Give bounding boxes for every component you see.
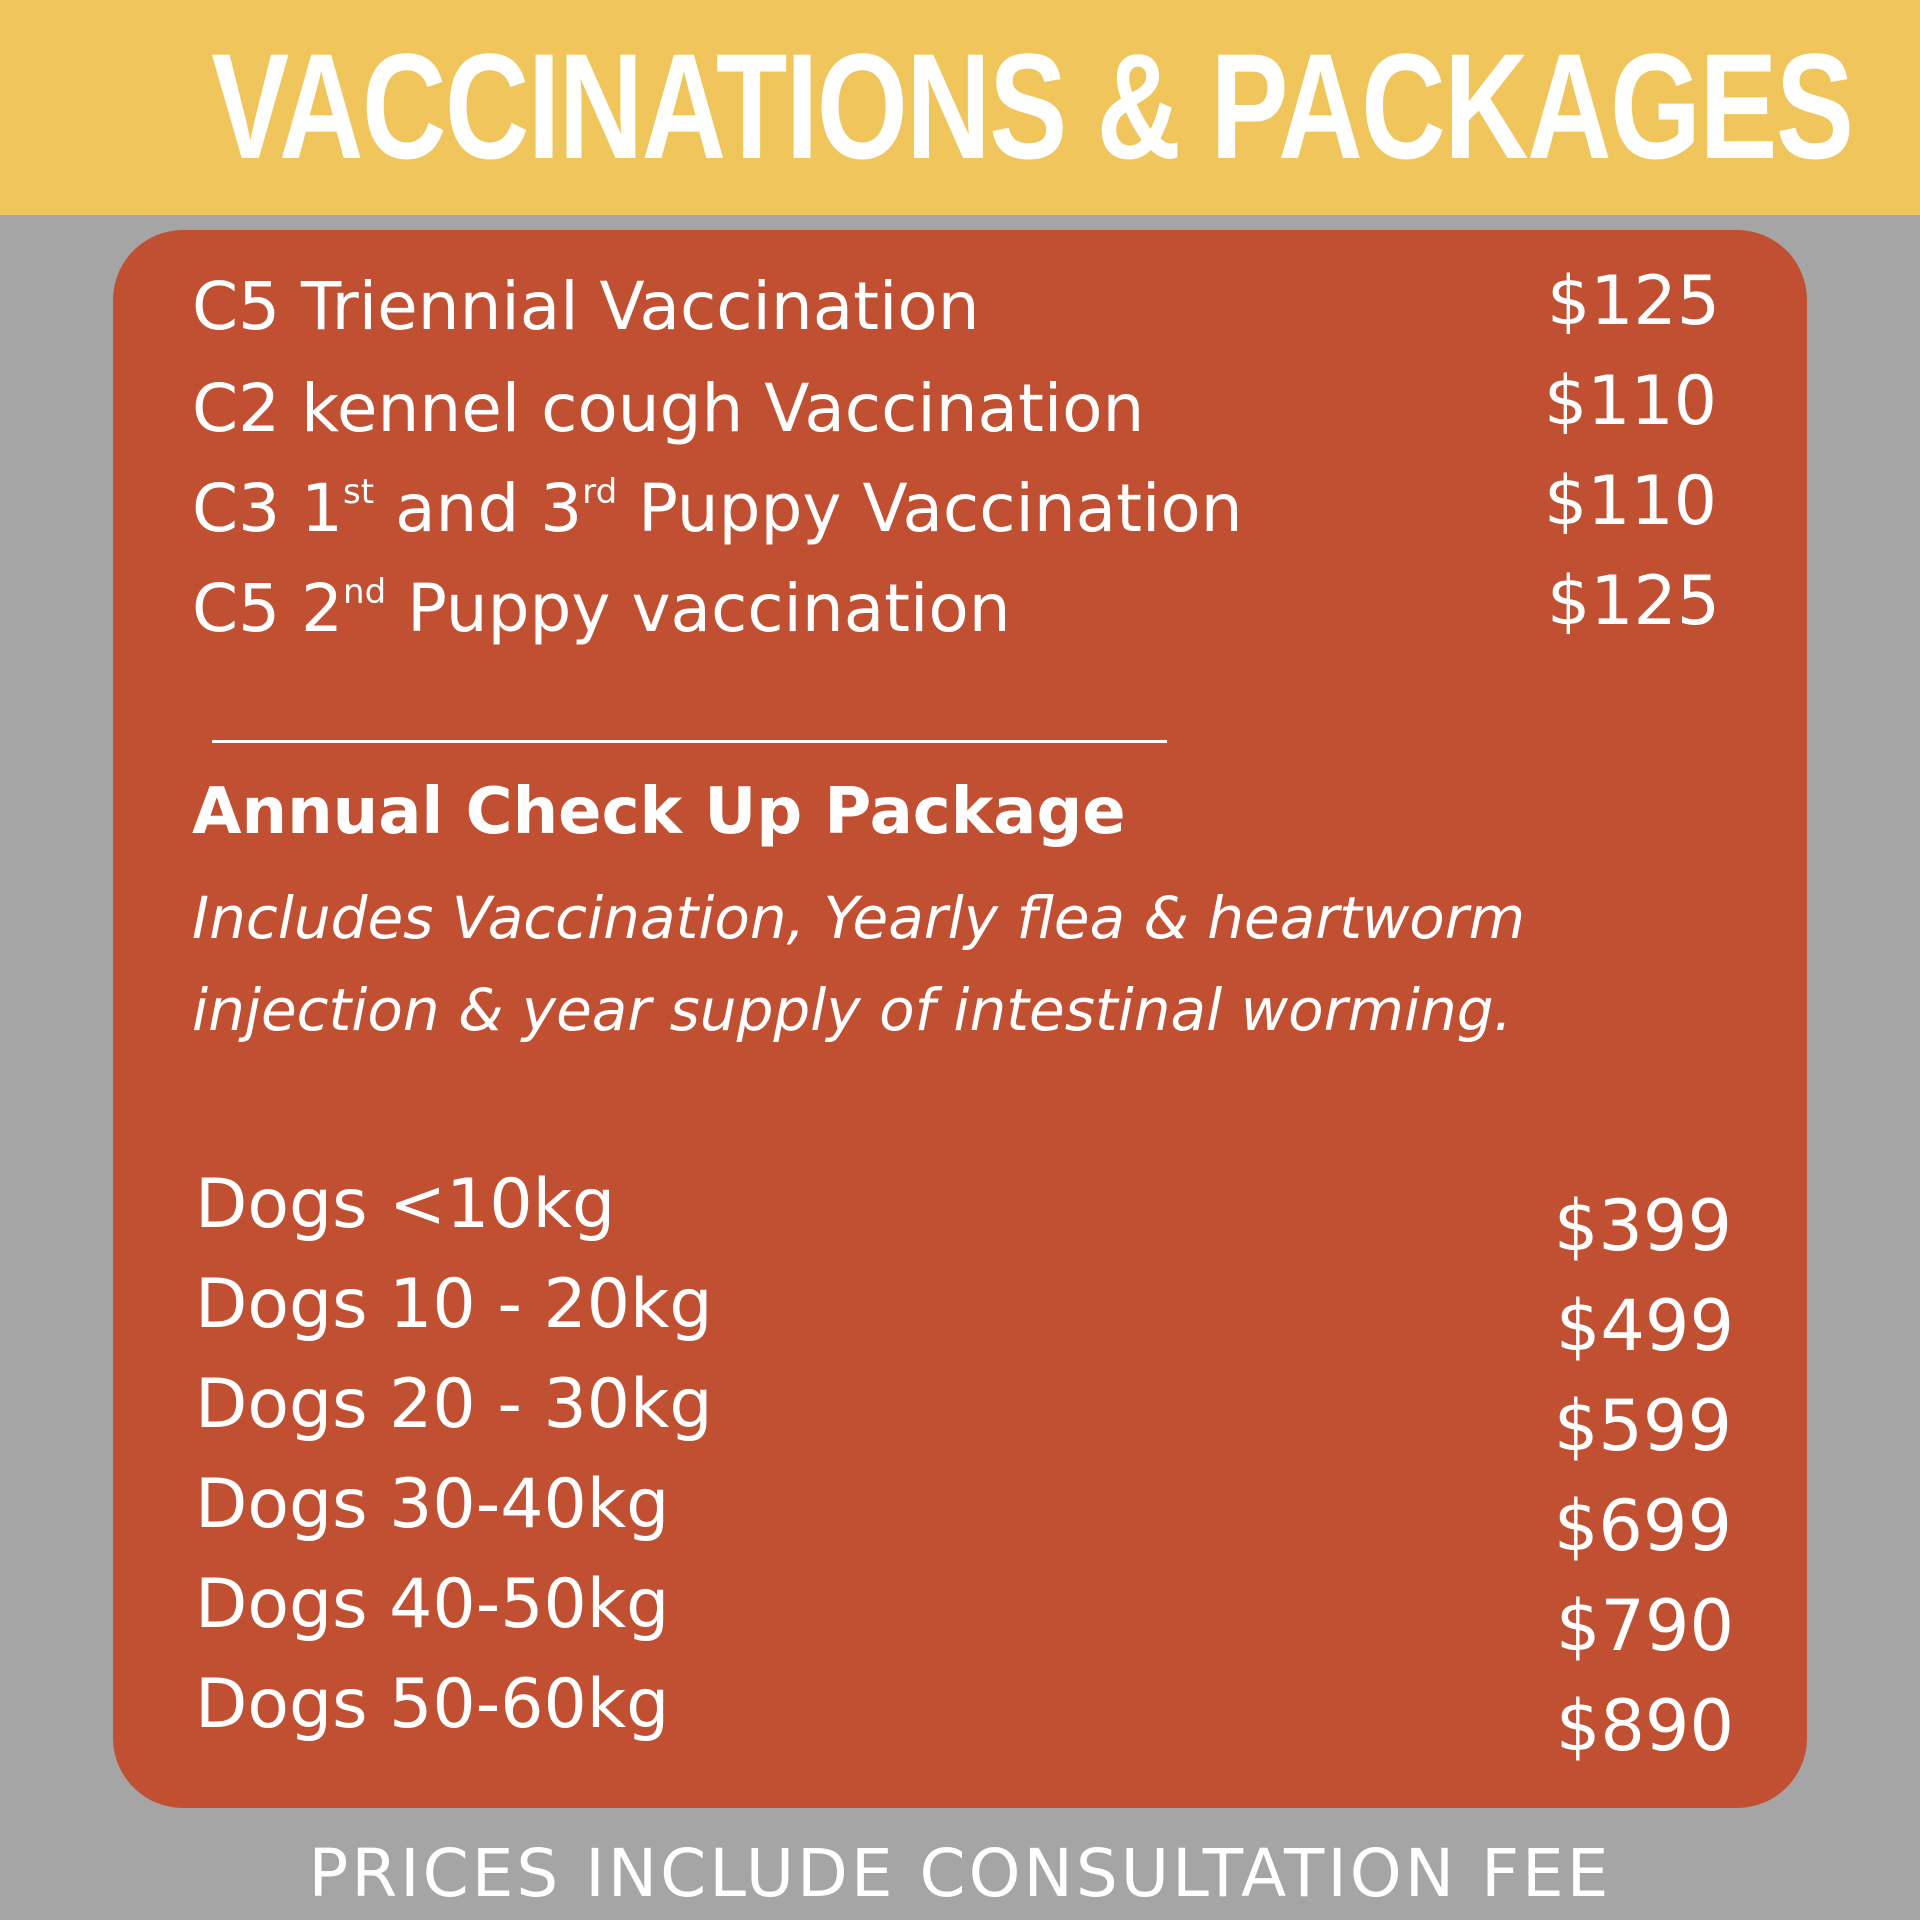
vaccination-price: $110	[1543, 462, 1717, 541]
package-description: Includes Vaccination, Yearly flea & heartworm injection & year supply of intestinal worming.	[192, 884, 1526, 1044]
dog-weight-price: $890	[1555, 1685, 1734, 1767]
dog-weight-label: Dogs <10kg	[195, 1165, 616, 1244]
vaccination-price: $125	[1546, 262, 1720, 341]
vaccination-name: C5 Triennial Vaccination	[192, 268, 980, 345]
consultation-fee-note: PRICES INCLUDE CONSULTATION FEE	[308, 1835, 1612, 1912]
vaccination-price: $110	[1543, 362, 1717, 441]
dog-weight-label: Dogs 40-50kg	[195, 1565, 670, 1644]
dog-weight-label: Dogs 20 - 30kg	[195, 1365, 713, 1444]
page-title: VACCINATIONS & PACKAGES	[211, 22, 1853, 190]
dog-weight-label: Dogs 10 - 20kg	[195, 1265, 713, 1344]
dog-weight-label: Dogs 30-40kg	[195, 1465, 670, 1544]
dog-weight-price: $790	[1555, 1585, 1734, 1667]
dog-weight-label: Dogs 50-60kg	[195, 1665, 670, 1744]
package-title: Annual Check Up Package	[192, 775, 1126, 849]
vaccination-name: C2 kennel cough Vaccination	[192, 370, 1145, 447]
dog-weight-price: $699	[1553, 1485, 1732, 1567]
vaccination-name: C5 2nd Puppy vaccination	[192, 570, 1011, 647]
title-banner	[0, 0, 1920, 215]
vaccination-price: $125	[1546, 562, 1720, 641]
dog-weight-price: $399	[1553, 1185, 1732, 1267]
dog-weight-price: $599	[1553, 1385, 1732, 1467]
vaccination-name: C3 1st and 3rd Puppy Vaccination	[192, 470, 1243, 547]
dog-weight-price: $499	[1555, 1285, 1734, 1367]
section-divider	[212, 740, 1167, 743]
